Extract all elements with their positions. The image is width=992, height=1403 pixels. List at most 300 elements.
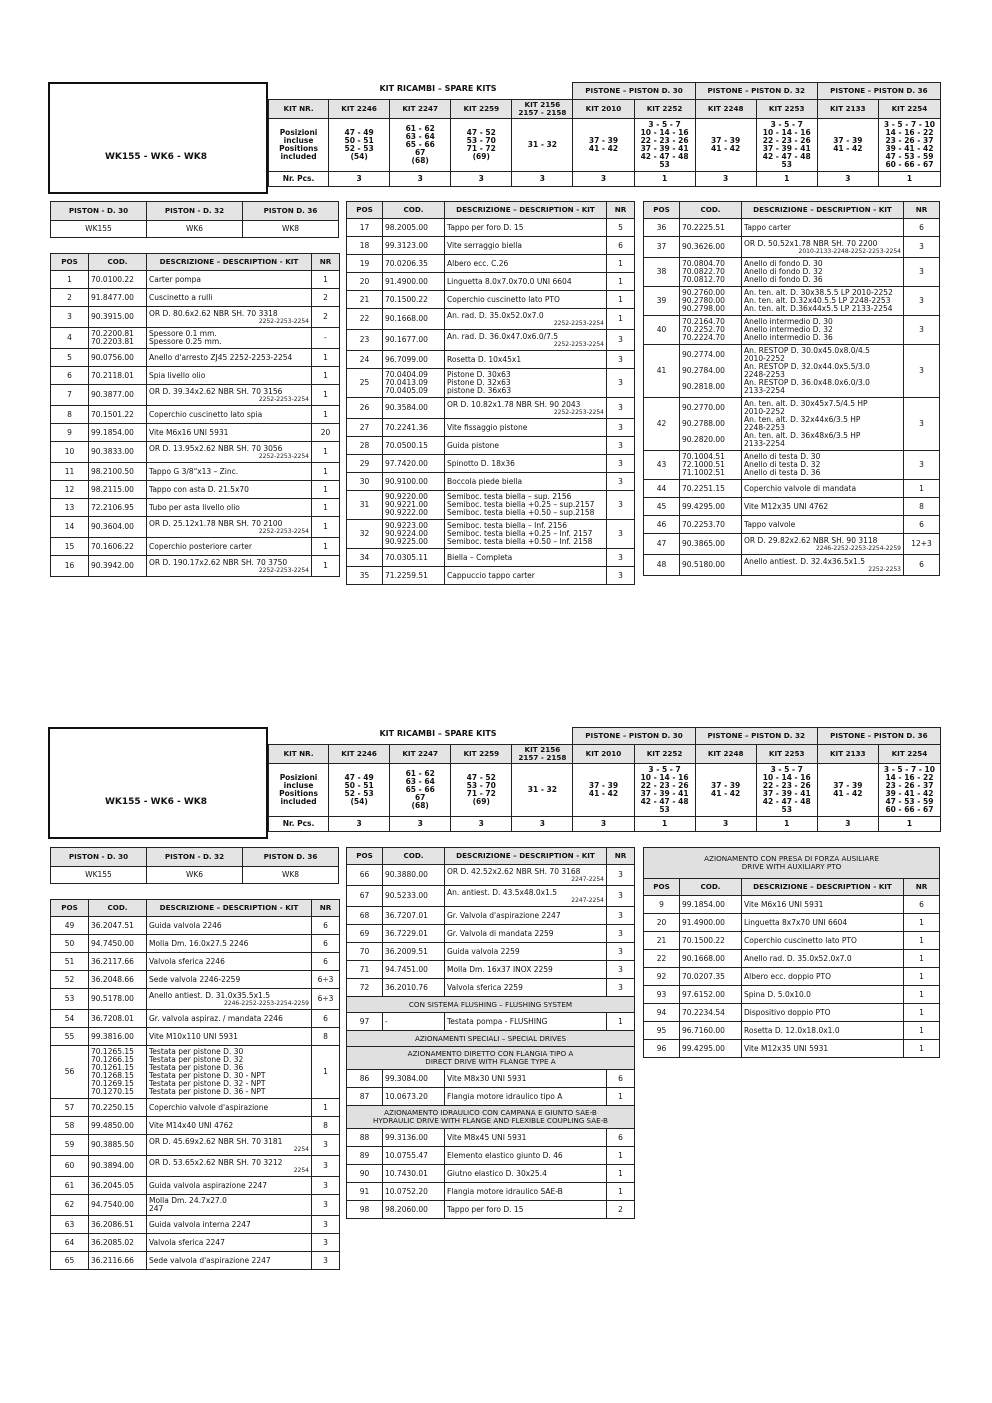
parts-table-left: [50, 899, 340, 1270]
description-text: OR D. 10.82x1.78 NBR SH. 90 2043: [447, 399, 581, 409]
table-row: [347, 291, 635, 309]
pos-cell: 10: [51, 442, 89, 463]
code-cell: 99.3816.00: [89, 1028, 147, 1046]
qty-cell: 3: [904, 316, 940, 345]
model-name: WK155 - WK6 - WK8: [104, 152, 208, 162]
pos-cell: 55: [51, 1028, 89, 1046]
code-cell: 94.7451.00: [383, 961, 445, 979]
qty-cell: 1: [312, 1046, 340, 1099]
table-row: [51, 1135, 340, 1156]
column-header: COD.: [89, 254, 147, 271]
description-cell: [445, 351, 607, 369]
description-text: Vite fissaggio pistone: [447, 422, 528, 432]
pos-cell: 56: [51, 1046, 89, 1099]
table-row: [347, 437, 635, 455]
table-row: [347, 961, 635, 979]
code-cell: 90.1677.00: [383, 330, 445, 351]
qty-cell: 6: [904, 516, 940, 534]
code-cell: 99.3136.00: [383, 1129, 445, 1147]
qty-cell: 1: [904, 1022, 940, 1040]
description-cell: [147, 538, 312, 556]
table-row: [644, 516, 940, 534]
pos-cell: 35: [347, 567, 383, 585]
description-cell: [445, 330, 607, 351]
code-cell: 90.3942.00: [89, 556, 147, 577]
table-row: [51, 271, 340, 289]
table-row: [644, 932, 940, 950]
code-cell: 99.4295.00: [680, 1040, 742, 1058]
description-text: OR D. 25.12x1.78 NBR SH. 70 2100: [149, 518, 283, 528]
kit-label: KIT NR.: [269, 100, 329, 119]
code-cell: 91.4900.00: [680, 914, 742, 932]
description-cell: [742, 498, 904, 516]
table-row: [644, 398, 940, 451]
qty-cell: 3: [607, 491, 635, 520]
section-title: AZIONAMENTO DIRETTO CON FLANGIA TIPO A DIRECT DRIVE WITH FLANGE TYPE A: [347, 1047, 635, 1070]
pos-cell: 71: [347, 961, 383, 979]
description-text: Vite M6x16 UNI 5931: [149, 427, 229, 437]
code-cell: 96.7099.00: [383, 351, 445, 369]
qty-cell: 12+3: [904, 534, 940, 555]
qty-cell: 3: [607, 437, 635, 455]
table-row: [51, 1234, 340, 1252]
description-text: Vite M6x16 UNI 5931: [744, 899, 824, 909]
description-cell: [445, 419, 607, 437]
pos-cell: 34: [347, 549, 383, 567]
description-cell: [147, 1216, 312, 1234]
code-cell: 10.0673.20: [383, 1088, 445, 1106]
description-text: Anello intermedio D. 30 Anello intermedio D. 32 Anello intermedio D. 36: [744, 317, 833, 342]
kit-reference: 2252-2253-2254: [258, 395, 309, 403]
description-cell: [147, 935, 312, 953]
pos-cell: 98: [347, 1201, 383, 1219]
table-row: [51, 1028, 340, 1046]
code-cell: 99.3123.00: [383, 237, 445, 255]
qty-cell: 1: [904, 968, 940, 986]
pos-cell: 93: [644, 986, 680, 1004]
qty-cell: 1: [607, 1088, 635, 1106]
code-cell: 99.4850.00: [89, 1117, 147, 1135]
piston-model-head: PISTON D. 36: [243, 202, 339, 221]
table-row: [51, 499, 340, 517]
description-cell: [742, 1040, 904, 1058]
kit-pcs: 1: [878, 817, 940, 832]
table-row: [347, 219, 635, 237]
pos-cell: 57: [51, 1099, 89, 1117]
description-cell: [147, 307, 312, 328]
description-text: Albero ecc. C.26: [447, 258, 509, 268]
pos-cell: 9: [51, 424, 89, 442]
pos-cell: 95: [644, 1022, 680, 1040]
kit-pcs: 3: [695, 172, 756, 187]
piston-model: WK155: [51, 867, 147, 884]
code-cell: 36.2009.51: [383, 943, 445, 961]
qty-cell: 3: [312, 1195, 340, 1216]
kit-pcs: 3: [817, 172, 878, 187]
description-text: Gr. Valvola d'aspirazione 2247: [447, 910, 561, 920]
table-row: [51, 1252, 340, 1270]
kit-positions: 3 - 5 - 7 10 - 14 - 16 22 - 23 - 26 37 - 39 - 41 42 - 47 - 48 53: [634, 119, 695, 172]
column-header: POS: [51, 900, 89, 917]
qty-cell: 1: [607, 291, 635, 309]
code-cell: 36.2085.02: [89, 1234, 147, 1252]
code-cell: 70.0500.15: [383, 437, 445, 455]
description-cell: [147, 953, 312, 971]
description-text: Spessore 0.1 mm. Spessore 0.25 mm.: [149, 329, 222, 346]
description-cell: [742, 1022, 904, 1040]
description-text: Biella – Completa: [447, 552, 513, 562]
kit-pcs: 1: [878, 172, 940, 187]
table-row: [644, 968, 940, 986]
pos-cell: 4: [51, 328, 89, 349]
description-cell: [742, 451, 904, 480]
table-row: [347, 520, 635, 549]
qty-cell: 3: [607, 549, 635, 567]
description-text: Vite M8x45 UNI 5931: [447, 1132, 527, 1142]
description-cell: [445, 1013, 607, 1031]
description-cell: [742, 986, 904, 1004]
column-header: POS: [644, 879, 680, 896]
description-text: Dispositivo doppio PTO: [744, 1007, 831, 1017]
kit-pcs: 3: [573, 172, 634, 187]
pos-cell: 94: [644, 1004, 680, 1022]
description-cell: [445, 437, 607, 455]
qty-cell: 3: [904, 398, 940, 451]
code-cell: 70.2250.15: [89, 1099, 147, 1117]
qty-cell: 3: [607, 369, 635, 398]
description-text: Vite M14x40 UNI 4762: [149, 1120, 234, 1130]
code-cell: 36.2086.51: [89, 1216, 147, 1234]
pos-cell: 42: [644, 398, 680, 451]
pos-cell: 39: [644, 287, 680, 316]
description-cell: [742, 896, 904, 914]
qty-cell: 6÷3: [312, 989, 340, 1010]
description-text: Spinotto D. 18x36: [447, 458, 515, 468]
description-cell: [147, 328, 312, 349]
code-cell: 70.2225.51: [680, 219, 742, 237]
qty-cell: 3: [607, 925, 635, 943]
description-cell: [445, 961, 607, 979]
kit-reference: 2247-2254: [571, 875, 604, 883]
description-text: Linguetta 8.0x7.0x70.0 UNI 6604: [447, 276, 572, 286]
qty-cell: 6: [312, 1010, 340, 1028]
description-text: OR D. 42.52x2.62 NBR SH. 70 3168: [447, 866, 581, 876]
description-text: Valvola sferica 2247: [149, 1237, 225, 1247]
kit-pcs: 3: [329, 817, 390, 832]
pos-cell: 92: [644, 968, 680, 986]
code-cell: 70.2251.15: [680, 480, 742, 498]
kit-id: KIT 2252: [634, 745, 695, 764]
kit-title: KIT RICAMBI – SPARE KITS: [379, 84, 497, 93]
pos-cell: 32: [347, 520, 383, 549]
pos-cell: 66: [347, 865, 383, 886]
description-text: Albero ecc. doppio PTO: [744, 971, 832, 981]
pos-cell: 69: [347, 925, 383, 943]
qty-cell: 1: [312, 442, 340, 463]
pos-cell: 86: [347, 1070, 383, 1088]
table-row: [347, 473, 635, 491]
description-cell: [147, 463, 312, 481]
description-cell: [742, 968, 904, 986]
qty-cell: 6: [312, 953, 340, 971]
description-text: Rosetta D. 10x45x1: [447, 354, 522, 364]
table-row: [347, 567, 635, 585]
qty-cell: 6÷3: [312, 971, 340, 989]
pos-cell: 47: [644, 534, 680, 555]
description-cell: [742, 914, 904, 932]
qty-cell: 2: [312, 289, 340, 307]
pos-cell: 26: [347, 398, 383, 419]
pos-cell: 3: [51, 307, 89, 328]
table-row: [51, 517, 340, 538]
qty-cell: 3: [607, 520, 635, 549]
qty-cell: 20: [312, 424, 340, 442]
pos-cell: 38: [644, 258, 680, 287]
description-text: Vite M12x35 UNI 4762: [744, 501, 829, 511]
piston-models-table: [50, 201, 339, 238]
table-row: [347, 865, 635, 886]
description-cell: [147, 1252, 312, 1270]
qty-cell: 1: [312, 499, 340, 517]
pos-cell: 97: [347, 1013, 383, 1031]
pos-cell: 27: [347, 419, 383, 437]
qty-cell: 6: [904, 896, 940, 914]
kit-positions: 3 - 5 - 7 10 - 14 - 16 22 - 23 - 26 37 - 39 - 41 42 - 47 - 48 53: [756, 119, 817, 172]
description-cell: [147, 442, 312, 463]
table-row: [347, 398, 635, 419]
qty-cell: 1: [607, 1165, 635, 1183]
kit-positions: 37 - 39 41 - 42: [695, 764, 756, 817]
pos-cell: 20: [644, 914, 680, 932]
kit-reference: 2252-2253-2254: [553, 319, 604, 327]
qty-cell: 1: [904, 932, 940, 950]
description-text: Giutno elastico D. 30x25.4: [447, 1168, 547, 1178]
description-text: Anello di fondo D. 30 Anello di fondo D. 32 Anello di fondo D. 36: [744, 259, 823, 284]
kit-positions: 3 - 5 - 7 - 10 14 - 16 - 22 23 - 26 - 37 39 - 41 - 42 47 - 53 - 59 60 - 66 - 67: [878, 119, 940, 172]
qty-cell: 3: [312, 1156, 340, 1177]
qty-cell: 1: [312, 1099, 340, 1117]
table-row: [51, 935, 340, 953]
description-text: Coperchio valvole d'aspirazione: [149, 1102, 269, 1112]
qty-cell: 1: [312, 538, 340, 556]
table-row: [347, 330, 635, 351]
pos-cell: 58: [51, 1117, 89, 1135]
description-text: An. rad. D. 35.0x52.0x7.0: [447, 310, 544, 320]
kit-pcs: 3: [817, 817, 878, 832]
description-cell: [742, 398, 904, 451]
description-cell: [742, 237, 904, 258]
table-row: [51, 385, 340, 406]
table-row: [51, 917, 340, 935]
pos-cell: 17: [347, 219, 383, 237]
description-text: Cappuccio tappo carter: [447, 570, 535, 580]
table-row: [644, 498, 940, 516]
code-cell: 36.2116.66: [89, 1252, 147, 1270]
kit-positions: 47 - 52 53 - 70 71 - 72 (69): [451, 119, 512, 172]
qty-cell: 8: [312, 1028, 340, 1046]
kit-id: KIT 2156 2157 - 2158: [512, 745, 573, 764]
qty-cell: 1: [312, 367, 340, 385]
description-text: Linguetta 8x7x70 UNI 6604: [744, 917, 848, 927]
description-cell: [147, 1234, 312, 1252]
description-text: An. antiest. D. 43.5x48.0x1.5: [447, 887, 558, 897]
pos-cell: 68: [347, 907, 383, 925]
code-cell: 90.0756.00: [89, 349, 147, 367]
description-cell: [147, 406, 312, 424]
pos-cell: 14: [51, 517, 89, 538]
qty-cell: 3: [607, 886, 635, 907]
table-row: [51, 538, 340, 556]
description-cell: [147, 989, 312, 1010]
pos-cell: 59: [51, 1135, 89, 1156]
pos-cell: 52: [51, 971, 89, 989]
table-row: [644, 896, 940, 914]
table-row: [347, 549, 635, 567]
table-row: [347, 1070, 635, 1088]
description-cell: [147, 517, 312, 538]
kit-reference: 2252-2253: [868, 565, 901, 573]
piston-model: WK8: [243, 221, 339, 238]
pos-cell: 5: [51, 349, 89, 367]
kit-id: KIT 2253: [756, 745, 817, 764]
kit-id: KIT 2133: [817, 745, 878, 764]
kit-id: KIT 2254: [878, 100, 940, 119]
description-cell: [445, 979, 607, 997]
description-text: Tubo per asta livello olio: [149, 502, 240, 512]
pos-cell: 50: [51, 935, 89, 953]
qty-cell: 3: [607, 455, 635, 473]
description-text: Tappo G 3/8"x13 – Zinc.: [149, 466, 239, 476]
qty-cell: 3: [607, 351, 635, 369]
table-row: [347, 369, 635, 398]
pos-cell: 29: [347, 455, 383, 473]
code-cell: 90.1668.00: [383, 309, 445, 330]
code-cell: 10.0752.20: [383, 1183, 445, 1201]
table-row: [644, 345, 940, 398]
kit-positions: 3 - 5 - 7 10 - 14 - 16 22 - 23 - 26 37 - 39 - 41 42 - 47 - 48 53: [634, 764, 695, 817]
table-row: [51, 463, 340, 481]
description-text: Vite serraggio biella: [447, 240, 522, 250]
code-cell: 98.2115.00: [89, 481, 147, 499]
column-header: DESCRIZIONE – DESCRIPTION - KIT: [445, 848, 607, 865]
description-cell: [147, 1135, 312, 1156]
qty-cell: 1: [607, 1013, 635, 1031]
kit-positions: 37 - 39 41 - 42: [573, 764, 634, 817]
code-cell: 70.1606.22: [89, 538, 147, 556]
section-title: CON SISTEMA FLUSHING – FLUSHING SYSTEM: [347, 997, 635, 1013]
piston-model-head: PISTON D. 36: [243, 848, 339, 867]
table-row: [51, 367, 340, 385]
parts-table-middle: [346, 847, 635, 1219]
model-box: [48, 727, 268, 839]
code-cell: 90.5180.00: [680, 555, 742, 576]
description-text: Rosetta D. 12.0x18.0x1.0: [744, 1025, 840, 1035]
description-cell: [445, 291, 607, 309]
qty-cell: 6: [904, 219, 940, 237]
kit-positions: 31 - 32: [512, 119, 573, 172]
code-cell: 94.7540.00: [89, 1195, 147, 1216]
pos-cell: 22: [347, 309, 383, 330]
kit-pcs: 3: [329, 172, 390, 187]
column-header: DESCRIZIONE – DESCRIPTION - KIT: [445, 202, 607, 219]
qty-cell: 1: [607, 309, 635, 330]
qty-cell: 3: [607, 865, 635, 886]
table-row: [644, 1022, 940, 1040]
code-cell: 70.1500.22: [680, 932, 742, 950]
piston-model: WK155: [51, 221, 147, 238]
table-row: [51, 953, 340, 971]
table-row: [347, 1088, 635, 1106]
table-row: [347, 309, 635, 330]
kit-id: KIT 2248: [695, 745, 756, 764]
kit-pcs: 3: [451, 817, 512, 832]
piston-header: PISTONE – PISTON D. 32: [695, 83, 817, 100]
qty-cell: 3: [607, 907, 635, 925]
piston-model-head: PISTON - D. 32: [147, 202, 243, 221]
description-text: Gr. Valvola di mandata 2259: [447, 928, 554, 938]
table-row: [644, 950, 940, 968]
code-cell: 70.2253.70: [680, 516, 742, 534]
pos-cell: 22: [644, 950, 680, 968]
table-row: [644, 1040, 940, 1058]
description-cell: [445, 455, 607, 473]
description-cell: [147, 499, 312, 517]
code-cell: 70.2200.81 70.2203.81: [89, 328, 147, 349]
description-cell: [742, 316, 904, 345]
table-row: [51, 971, 340, 989]
pos-cell: 12: [51, 481, 89, 499]
code-cell: 72.2106.95: [89, 499, 147, 517]
table-row: [644, 316, 940, 345]
pos-cell: 51: [51, 953, 89, 971]
code-cell: 90.3865.00: [680, 534, 742, 555]
code-cell: 91.4900.00: [383, 273, 445, 291]
kit-pcs: 3: [695, 817, 756, 832]
column-header: POS: [51, 254, 89, 271]
code-cell: 70.1501.22: [89, 406, 147, 424]
description-cell: [742, 932, 904, 950]
column-header: NR: [312, 254, 340, 271]
description-cell: [147, 971, 312, 989]
qty-cell: 1: [904, 480, 940, 498]
description-cell: [147, 424, 312, 442]
qty-cell: 1: [312, 517, 340, 538]
positions-label: Posizioni incluse Positions included: [269, 119, 329, 172]
code-cell: 70.2234.54: [680, 1004, 742, 1022]
description-text: OR D. 53.65x2.62 NBR SH. 70 3212: [149, 1157, 283, 1167]
description-cell: [445, 398, 607, 419]
description-text: Anello antiest. D. 32.4x36.5x1.5: [744, 556, 865, 566]
kit-pcs: 1: [756, 817, 817, 832]
description-text: Coperchio cuscinetto lato PTO: [744, 935, 857, 945]
pos-cell: 40: [644, 316, 680, 345]
code-cell: 90.3604.00: [89, 517, 147, 538]
description-cell: [445, 943, 607, 961]
table-row: [51, 1177, 340, 1195]
kit-positions: 61 - 62 63 - 64 65 - 66 67 (68): [390, 119, 451, 172]
kit-table: [268, 82, 941, 187]
pos-cell: 53: [51, 989, 89, 1010]
code-cell: 90.3915.00: [89, 307, 147, 328]
positions-label: Posizioni incluse Positions included: [269, 764, 329, 817]
code-cell: 36.2010.76: [383, 979, 445, 997]
pos-cell: 63: [51, 1216, 89, 1234]
kit-pcs: 1: [634, 172, 695, 187]
code-cell: 70.0804.70 70.0822.70 70.0812.70: [680, 258, 742, 287]
description-text: Testata pompa - FLUSHING: [447, 1016, 548, 1026]
qty-cell: 5: [607, 219, 635, 237]
qty-cell: 2: [607, 1201, 635, 1219]
